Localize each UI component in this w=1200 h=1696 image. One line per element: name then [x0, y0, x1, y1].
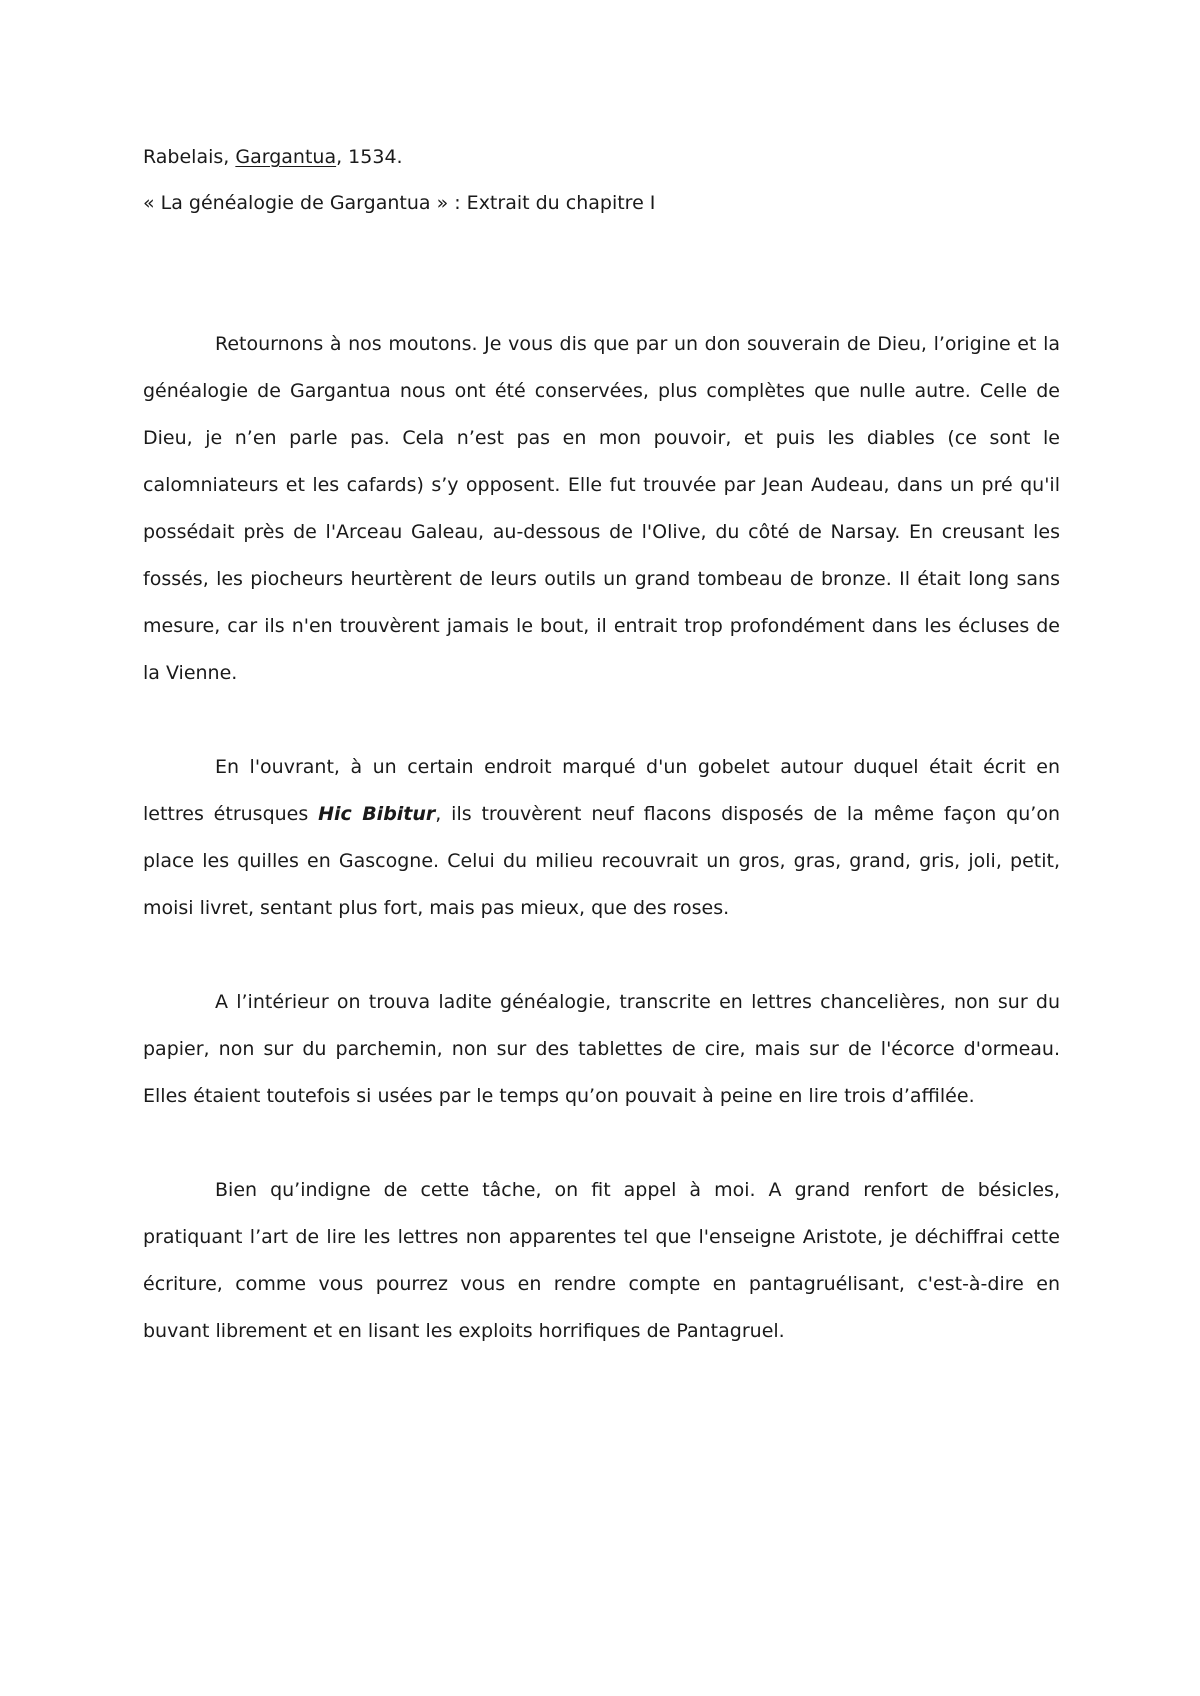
book-title: Gargantua — [235, 146, 337, 168]
author-name: Rabelais, — [143, 146, 236, 168]
paragraph-2-text-before: En l'ouvrant, à un certain endroit marqué d'un gobelet autour duquel était écrit en lettres étrusques — [143, 756, 1060, 825]
paragraph-3: A l’intérieur on trouva ladite généalogie, transcrite en lettres chancelières, non sur du papier, non sur du parchemin, non sur des tablettes de cire, mais sur de l'écorce d'ormeau. Elles étaient toutefois si usées par le temps qu’on pouvait à peine en lire trois d’affilée. — [143, 991, 1060, 1107]
source-citation — [143, 143, 1060, 171]
chapter-title: « La généalogie de Gargantua » : Extrait du chapitre I — [143, 192, 656, 214]
publication-year: , 1534. — [336, 146, 403, 168]
paragraph-2-text-after: , ils trouvèrent neuf flacons disposés de la même façon qu’on place les quilles en Gascogne. Celui du milieu recouvrait un gros, gras, grand, gris, joli, petit, moisi livret, sentant plus fort, mais pas mieux, que des roses. — [143, 803, 1060, 919]
latin-inscription: Hic Bibitur — [318, 803, 436, 825]
document-body — [143, 143, 1060, 1355]
paragraph-2 — [143, 744, 1060, 932]
paragraph-1: Retournons à nos moutons. Je vous dis que par un don souverain de Dieu, l’origine et la généalogie de Gargantua nous ont été conservées, plus complètes que nulle autre. Celle de Dieu, je n’en parle pas. Cela n’est pas en mon pouvoir, et puis les diables (ce sont le calomniateurs et les cafards) s’y opposent. Elle fut trouvée par Jean Audeau, dans un pré qu'il possédait près de l'Arceau Galeau, au-dessous de l'Olive, du côté de Narsay. En creusant les fossés, les piocheurs heurtèrent de leurs outils un grand tombeau de bronze. Il était long sans mesure, car ils n'en trouvèrent jamais le bout, il entrait trop profondément dans les écluses de la Vienne. — [143, 333, 1060, 684]
paragraph-4: Bien qu’indigne de cette tâche, on fit appel à moi. A grand renfort de bésicles, pratiquant l’art de lire les lettres non apparentes tel que l'enseigne Aristote, je déchiffrai cette écriture, comme vous pourrez vous en rendre compte en pantagruélisant, c'est-à-dire en buvant librement et en lisant les exploits horrifiques de Pantagruel. — [143, 1179, 1060, 1342]
